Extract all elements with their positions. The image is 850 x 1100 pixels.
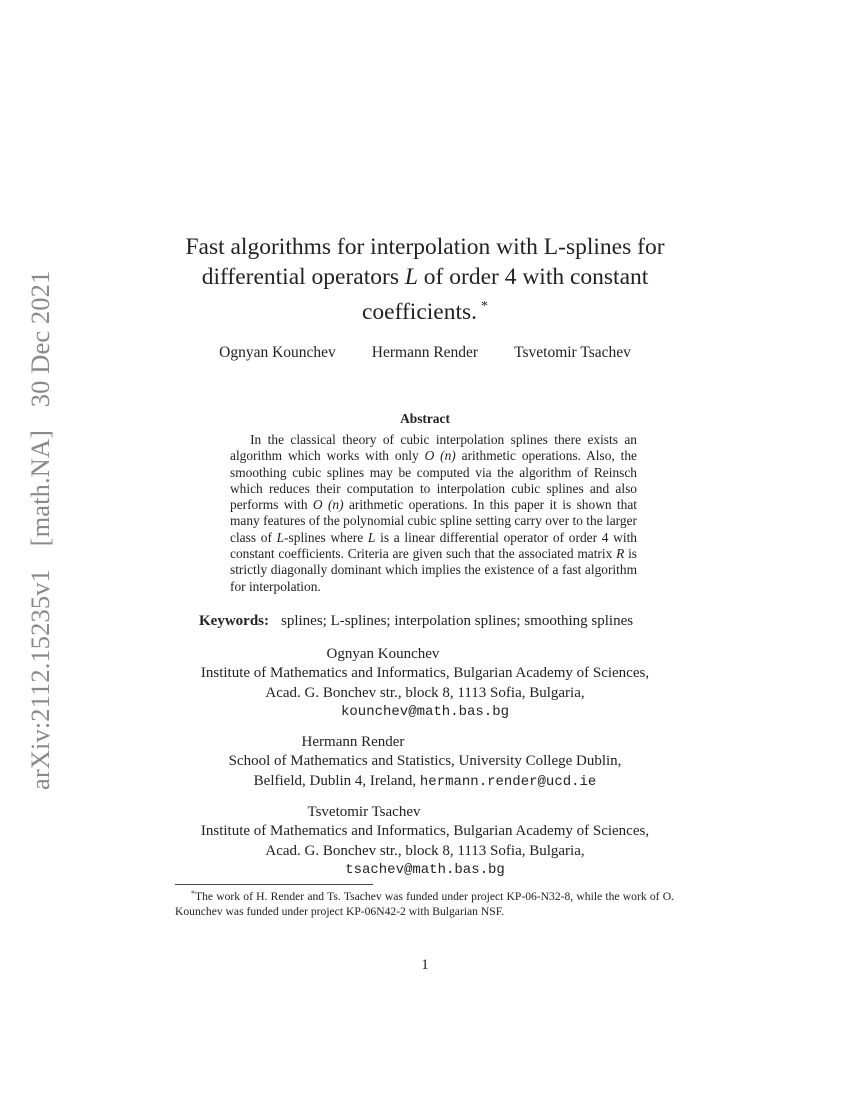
abstract-text: is a linear differential operator of order 4 with constant coefficients. Criteria are given such that the associated matrix (230, 529, 637, 562)
abstract-math: O (n) (312, 497, 344, 513)
footnote-divider (175, 884, 373, 885)
abstract-text: In the classical theory of cubic interpolation splines there exists an algorithm which works with only (230, 432, 637, 464)
title-line-2 (150, 263, 700, 293)
page-number: 1 (421, 957, 429, 973)
arxiv-category: [math.NA] (25, 429, 55, 547)
abstract-text: -splines where (284, 529, 368, 545)
title-footnote-marker[interactable]: * (481, 299, 489, 314)
affiliation-institution: School of Mathematics and Statistics, University College Dublin, (228, 753, 622, 770)
author-name: Tsvetomir Tsachev (514, 344, 631, 361)
affiliation-address: Belfield, Dublin 4, Ireland, (253, 772, 420, 789)
abstract-text: is strictly diagonally dominant which implies the existence of a fast algorithm for interpolation. (230, 546, 638, 594)
affiliation-block (150, 733, 700, 792)
title-math-var: L (404, 263, 418, 290)
keywords-label: Keywords: (199, 613, 269, 629)
footnote (175, 887, 674, 919)
affiliation-email[interactable]: tsachev@math.bas.bg (345, 861, 505, 878)
paper-title (150, 233, 700, 328)
affiliation-block (150, 803, 700, 880)
abstract-math: O (n) (424, 448, 456, 464)
affiliation-email[interactable]: kounchev@math.bas.bg (340, 703, 510, 720)
affiliation-institution: Institute of Mathematics and Informatics, Bulgarian Academy of Sciences, (200, 665, 650, 682)
abstract-math: L (367, 529, 376, 545)
affiliation-institution: Institute of Mathematics and Informatics, Bulgarian Academy of Sciences, (200, 823, 650, 840)
affiliation-author-name: Hermann Render (301, 734, 405, 750)
author-name: Ognyan Kounchev (219, 344, 336, 361)
affiliation-email[interactable]: hermann.render@ucd.ie (419, 773, 597, 790)
footnote-text: The work of H. Render and Ts. Tsachev was funded under project KP-06-N32-8, while the work of O. Kounchev was funded under project KP-06N42-2 with Bulgarian NSF. (175, 890, 674, 918)
author-name: Hermann Render (371, 344, 479, 361)
affiliation-address: Acad. G. Bonchev str., block 8, 1113 Sofia, Bulgaria, (265, 842, 585, 859)
affiliation-author-name: Ognyan Kounchev (326, 646, 440, 662)
affiliation-block (150, 645, 700, 722)
title-line-3 (150, 292, 700, 328)
keywords (199, 613, 633, 630)
arxiv-id: arXiv:2112.15235v1 (25, 569, 55, 790)
abstract-math: R (616, 546, 625, 562)
affiliation-address: Acad. G. Bonchev str., block 8, 1113 Sofia, Bulgaria, (265, 684, 585, 701)
keywords-value: splines; L-splines; interpolation splines; smoothing splines (281, 613, 634, 629)
arxiv-identifier-stamp (20, 250, 60, 790)
author-list (170, 344, 680, 362)
abstract-text: arithmetic operations. Also, the smoothing cubic splines may be computed via the algorithm of Reinsch which reduces their computation to interpolation cubic splines and also performs with (230, 448, 637, 513)
title-text: coefficients. (361, 299, 478, 325)
title-line-1: Fast algorithms for interpolation with L-splines for (185, 234, 665, 260)
title-text: of order 4 with constant (417, 263, 649, 290)
title-text: differential operators (201, 263, 405, 290)
affiliation-address-line (150, 772, 700, 792)
footnote-marker: * (191, 889, 195, 898)
abstract-text: arithmetic operations. In this paper it is shown that many features of the polynomial cubic spline setting carry over to the larger class of (230, 497, 638, 545)
abstract-math: L (276, 529, 285, 545)
arxiv-date: 30 Dec 2021 (25, 270, 55, 408)
abstract-body (230, 432, 637, 595)
affiliation-author-name: Tsvetomir Tsachev (307, 804, 421, 820)
abstract-heading: Abstract (400, 411, 450, 426)
